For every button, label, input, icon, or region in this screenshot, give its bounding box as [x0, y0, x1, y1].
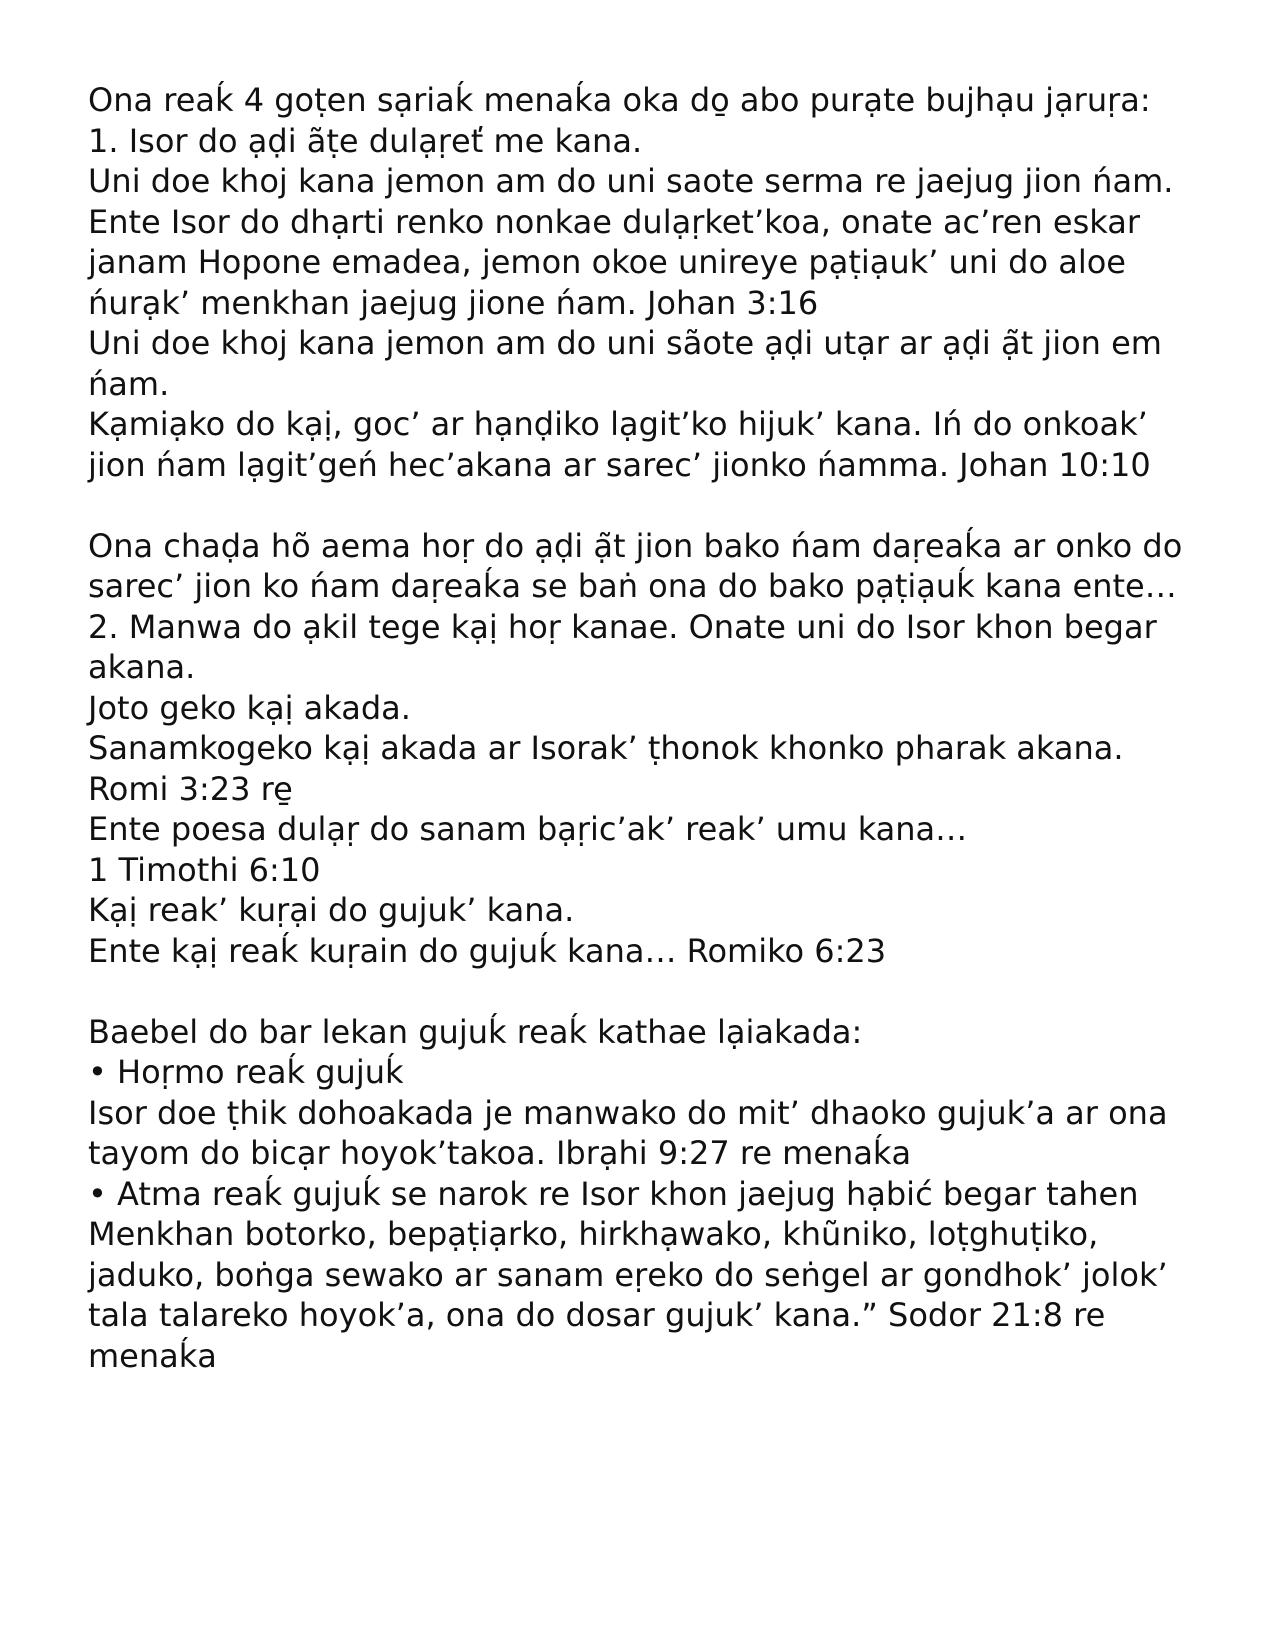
text-line: Sanamkogeko kạị akada ar Isorak’ ṭhonok khonko pharak akana. Romi 3:23 re̱: [88, 729, 1134, 808]
text-line: Isor doe ṭhik dohoakada je manwako do mit’ dhaoko gujuk’a ar ona tayom do bicạr hoyok’takoa. Ibrạhi 9:27 re menaḱa: [88, 1093, 1178, 1172]
text-line: 2. Manwa do ạkil tege kạị hoṛ kanae. Onate uni do Isor khon begar akana.: [88, 607, 1167, 686]
paragraph-1: [88, 80, 1198, 485]
text-line: Ente Isor do dhạrti renko nonkae dulạṛket’koa, onate ac’ren eskar janam Hopone emadea, jemon okoe unireye pạṭiạuk’ uni do aloe ńurạk’ menkhan jaejug jione ńam. Johan 3:16: [88, 202, 1151, 322]
text-line: Uni doe khoj kana jemon am do uni saote serma re jaejug jion ńam.: [88, 162, 1174, 200]
bullet-line: • Hoṛmo reaḱ gujuḱ: [88, 1053, 404, 1091]
text-line: 1. Isor do ạḍi ãṭe dulạṛeť me kana.: [88, 121, 643, 160]
text-line: Baebel do bar lekan gujuḱ reaḱ kathae lạiakada:: [88, 1012, 863, 1051]
paragraph-gap: [88, 971, 1198, 1012]
text-line: Uni doe khoj kana jemon am do uni sãote ạḍi utạr ar ạḍi ạ̃t jion em ńam.: [88, 324, 1173, 403]
text-line: Joto geko kạị akada.: [88, 688, 411, 727]
text-line: Kạị reak’ kuṛại do gujuk’ kana.: [88, 891, 575, 929]
paragraph-gap: [88, 485, 1198, 526]
text-line: 1 Timothi 6:10: [88, 850, 321, 889]
text-line: Ente poesa dulạṛ do sanam bạṛic’ak’ reak’ umu kana…: [88, 810, 968, 848]
document-body: [88, 80, 1198, 1376]
text-line: Kạmiạko do kạị, goc’ ar hạnḍiko lạgit’ko hijuk’ kana. Iń do onkoak’ jion ńam lạgit’geń hec’akana ar sarec’ jionko ńamma. Johan 10:10: [88, 405, 1158, 484]
paragraph-2: [88, 526, 1198, 972]
bullet-line: • Atma reaḱ gujuḱ se narok re Isor khon jaejug hạbić begar tahen Menkhan botorko, bepạṭiạrko, hirkhạwako, khũniko, loṭghuṭiko, jaduko, boṅga sewako ar sanam eṛeko do seṅgel ar gondhok’ jolok’ tala talareko hoyok’a, ona do dosar gujuk’ kana.” Sodor 21:8 re menaḱa: [88, 1174, 1178, 1375]
text-line: Ona reaḱ 4 goṭen sạriaḱ menaḱa oka do̱ abo purạte bujhạu jạruṛa:: [88, 81, 1151, 119]
text-line: Ona chaḍa hõ aema hoṛ do ạḍi ạ̃t jion bako ńam daṛeaḱa ar onko do sarec’ jion ko ńam daṛeaḱa se baṅ ona do bako pạṭiạuḱ kana ente…: [88, 526, 1193, 605]
text-line: Ente kạị reaḱ kuṛain do gujuḱ kana… Romiko 6:23: [88, 931, 887, 970]
paragraph-3: [88, 1012, 1198, 1377]
